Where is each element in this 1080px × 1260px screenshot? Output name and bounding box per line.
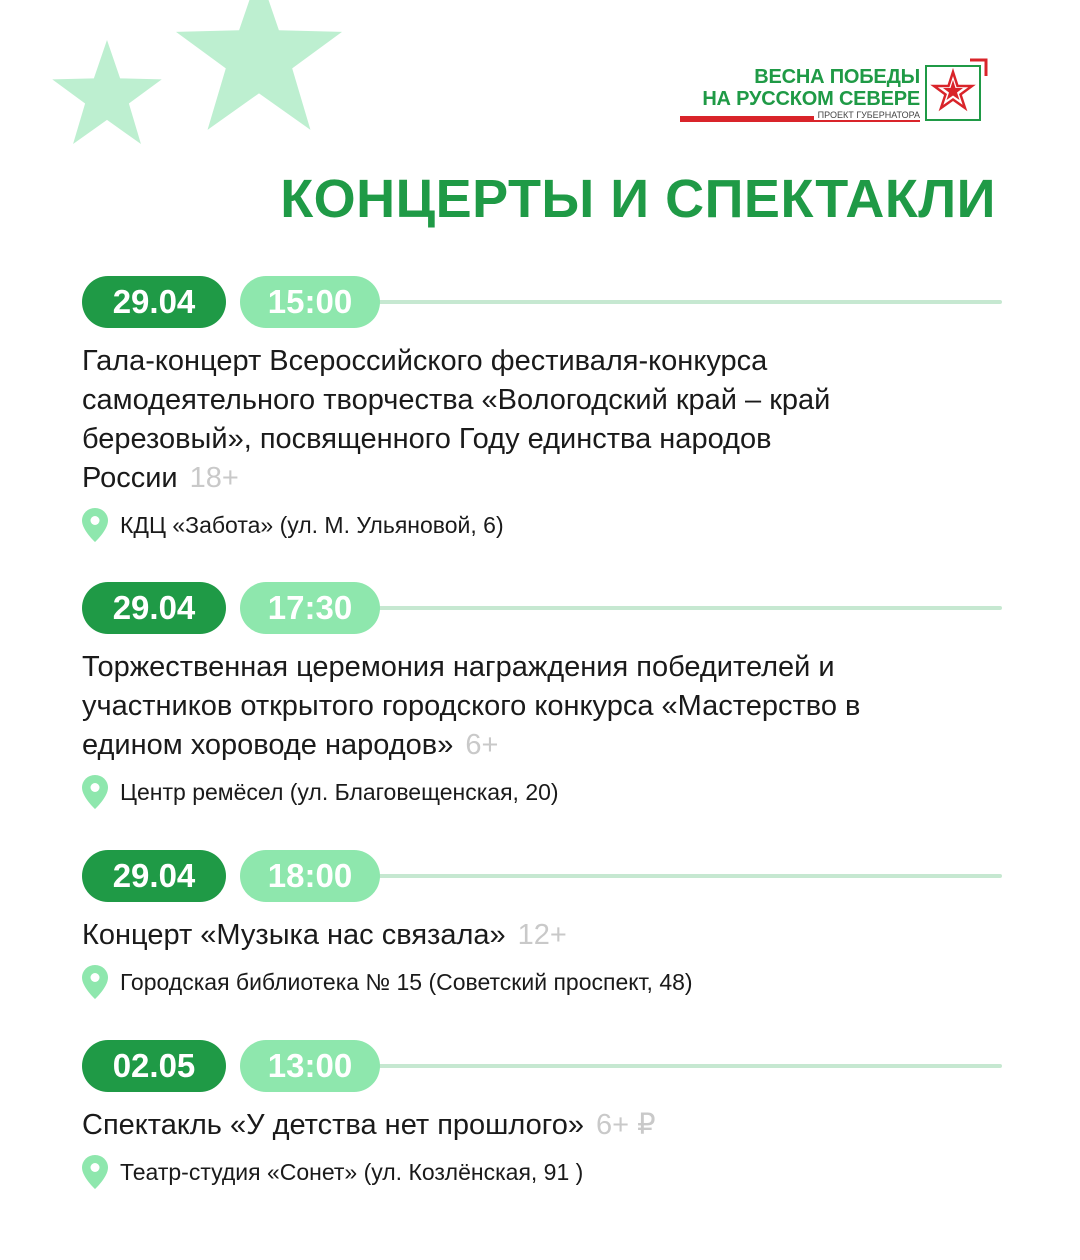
- date-pill: 02.05: [82, 1040, 226, 1092]
- brand-line2: НА РУССКОМ СЕВЕРЕ: [702, 88, 920, 110]
- date-pill: 29.04: [82, 582, 226, 634]
- event-title-text: Гала-концерт Всероссийского фестиваля-конкурса самодеятельного творчества «Вологодский край – край березовый», посвященного Году единства народов России: [82, 345, 831, 494]
- timeline-line: [282, 874, 1002, 878]
- location-pin-icon: [82, 775, 108, 809]
- event-item: [82, 276, 1002, 542]
- time-pill: 13:00: [240, 1040, 380, 1092]
- brand-logo: [676, 58, 996, 128]
- event-title: [82, 342, 872, 498]
- time-pill: 18:00: [240, 850, 380, 902]
- time-pill: 15:00: [240, 276, 380, 328]
- event-location: [82, 965, 1002, 999]
- age-rating: 12+: [517, 919, 567, 951]
- event-datetime: [82, 850, 1002, 902]
- timeline-line: [282, 1064, 1002, 1068]
- page-title: КОНЦЕРТЫ И СПЕКТАКЛИ: [280, 169, 996, 229]
- age-rating: 6+: [465, 729, 499, 761]
- location-text: Театр-студия «Сонет» (ул. Козлёнская, 91 ): [120, 1159, 584, 1185]
- brand-line1: ВЕСНА ПОБЕДЫ: [754, 66, 920, 88]
- event-title-text: Торжественная церемония награждения победителей и участников открытого городского конкурса «Мастерство в едином хороводе народов»: [82, 651, 861, 761]
- event-title: [82, 648, 932, 765]
- location-text: КДЦ «Забота» (ул. М. Ульяновой, 6): [120, 512, 504, 538]
- time-pill: 17:30: [240, 582, 380, 634]
- event-datetime: [82, 276, 1002, 328]
- event-datetime: [82, 582, 1002, 634]
- date-pill: 29.04: [82, 850, 226, 902]
- location-pin-icon: [82, 508, 108, 542]
- location-pin-icon: [82, 1155, 108, 1189]
- event-location: [82, 508, 1002, 542]
- event-title: [82, 916, 1002, 955]
- event-location: [82, 1155, 1002, 1189]
- event-datetime: [82, 1040, 1002, 1092]
- event-title-text: Концерт «Музыка нас связала»: [82, 919, 506, 951]
- location-pin-icon: [82, 965, 108, 999]
- age-rating: 18+: [189, 462, 239, 494]
- location-text: Центр ремёсел (ул. Благовещенская, 20): [120, 779, 559, 805]
- event-title-text: Спектакль «У детства нет прошлого»: [82, 1109, 584, 1141]
- event-item: [82, 850, 1002, 999]
- event-location: [82, 775, 1002, 809]
- event-title: [82, 1106, 1002, 1145]
- location-text: Городская библиотека № 15 (Советский проспект, 48): [120, 969, 693, 995]
- red-star-emblem-icon: [924, 58, 988, 122]
- timeline-line: [282, 606, 1002, 610]
- brand-subtitle: ПРОЕКТ ГУБЕРНАТОРА: [814, 110, 920, 120]
- event-item: [82, 1040, 1002, 1189]
- date-pill: 29.04: [82, 276, 226, 328]
- event-item: [82, 582, 1002, 809]
- age-rating: 6+ ₽: [596, 1109, 656, 1141]
- star-small-icon: [52, 40, 162, 144]
- star-large-icon: [176, 0, 342, 130]
- timeline-line: [282, 300, 1002, 304]
